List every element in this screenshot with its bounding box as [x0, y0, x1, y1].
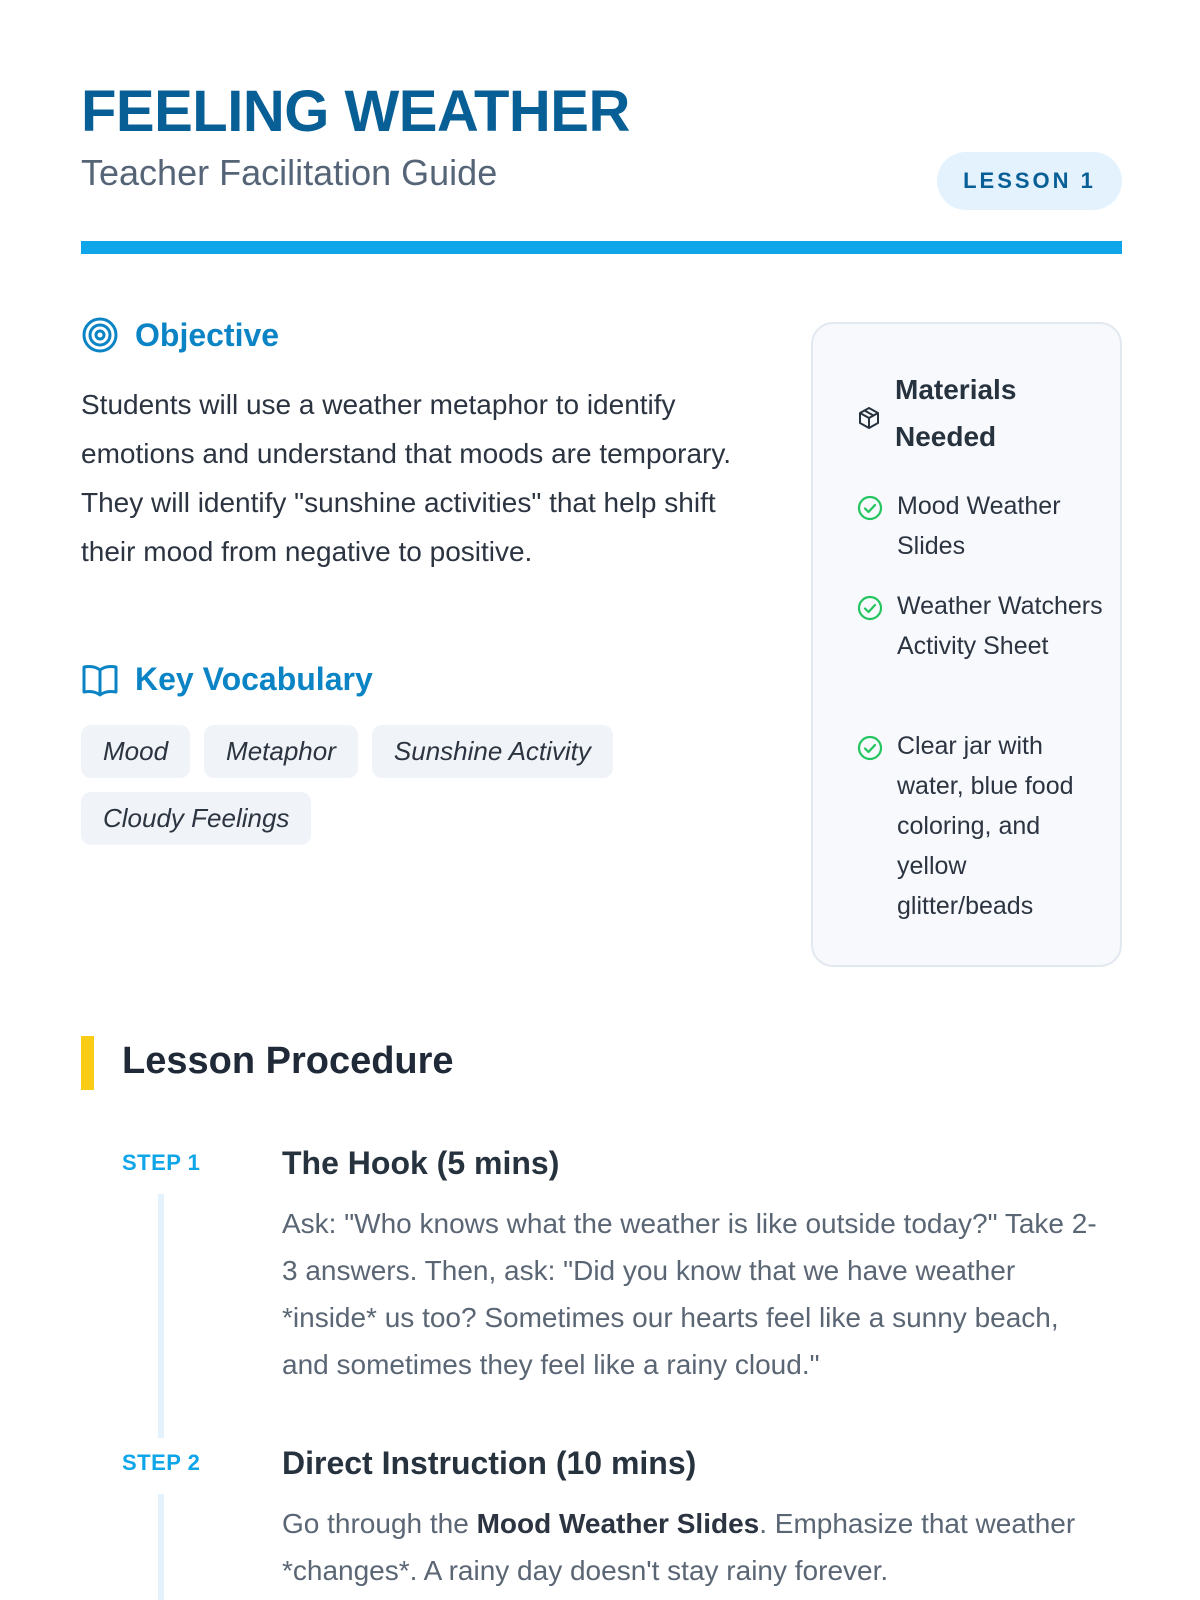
- vocabulary-heading: [81, 661, 373, 698]
- vocab-tag: Metaphor: [204, 725, 358, 778]
- procedure-accent-bar: [81, 1036, 94, 1090]
- vocabulary-heading-label: Key Vocabulary: [135, 661, 373, 697]
- target-icon: [81, 316, 119, 354]
- book-icon: [81, 662, 119, 698]
- step-2-body-suffix: . Emphasize that weather *changes*. A rainy day doesn't stay rainy forever.: [282, 1508, 1076, 1586]
- check-circle-icon: [857, 495, 883, 521]
- objective-heading-label: Objective: [135, 316, 280, 353]
- package-icon: [857, 406, 881, 430]
- step-2-title: Direct Instruction (10 mins): [282, 1445, 697, 1481]
- document-subtitle: Teacher Facilitation Guide: [81, 152, 498, 193]
- step-2-label: STEP 2: [122, 1450, 201, 1475]
- material-item: [857, 726, 1107, 926]
- material-item-label: Weather Watchers Activity Sheet: [897, 592, 1103, 660]
- material-item: [857, 486, 1107, 566]
- step-1-label: STEP 1: [122, 1150, 201, 1175]
- materials-heading: Materials Needed: [895, 374, 1017, 452]
- step-2-body: [282, 1500, 1102, 1594]
- material-item: [857, 586, 1107, 666]
- check-circle-icon: [857, 735, 883, 761]
- objective-heading: [81, 316, 279, 354]
- vocab-tag: Mood: [81, 725, 190, 778]
- step-1-timeline: [158, 1194, 164, 1438]
- lesson-badge: LESSON 1: [937, 152, 1122, 210]
- step-2-body-prefix: Go through the: [282, 1508, 477, 1539]
- step-2-timeline: [158, 1494, 164, 1600]
- material-item-label: Clear jar with water, blue food coloring, and yellow glitter/beads: [897, 732, 1074, 920]
- materials-card: [811, 322, 1122, 967]
- header-divider: [81, 241, 1122, 254]
- material-item-label: Mood Weather Slides: [897, 492, 1061, 560]
- vocab-tag: Cloudy Feelings: [81, 792, 311, 845]
- vocab-tag: Sunshine Activity: [372, 725, 613, 778]
- document-title: FEELING WEATHER: [81, 79, 630, 144]
- step-1-title: The Hook (5 mins): [282, 1145, 560, 1181]
- objective-text: Students will use a weather metaphor to identify emotions and understand that moods are temporary. They will identify "sunshine activities" that help shift their mood from negative to positive.: [81, 389, 732, 567]
- check-circle-icon: [857, 595, 883, 621]
- vocabulary-tag-list: [81, 725, 681, 845]
- step-1-body: Ask: "Who knows what the weather is like outside today?" Take 2-3 answers. Then, ask: "Did you know that we have weather *inside* us too? Sometimes our hearts feel like a sunny beach, and sometimes they feel like a rainy cloud.": [282, 1208, 1097, 1380]
- procedure-heading: Lesson Procedure: [122, 1040, 454, 1082]
- step-2-body-emphasis: Mood Weather Slides: [476, 1508, 760, 1539]
